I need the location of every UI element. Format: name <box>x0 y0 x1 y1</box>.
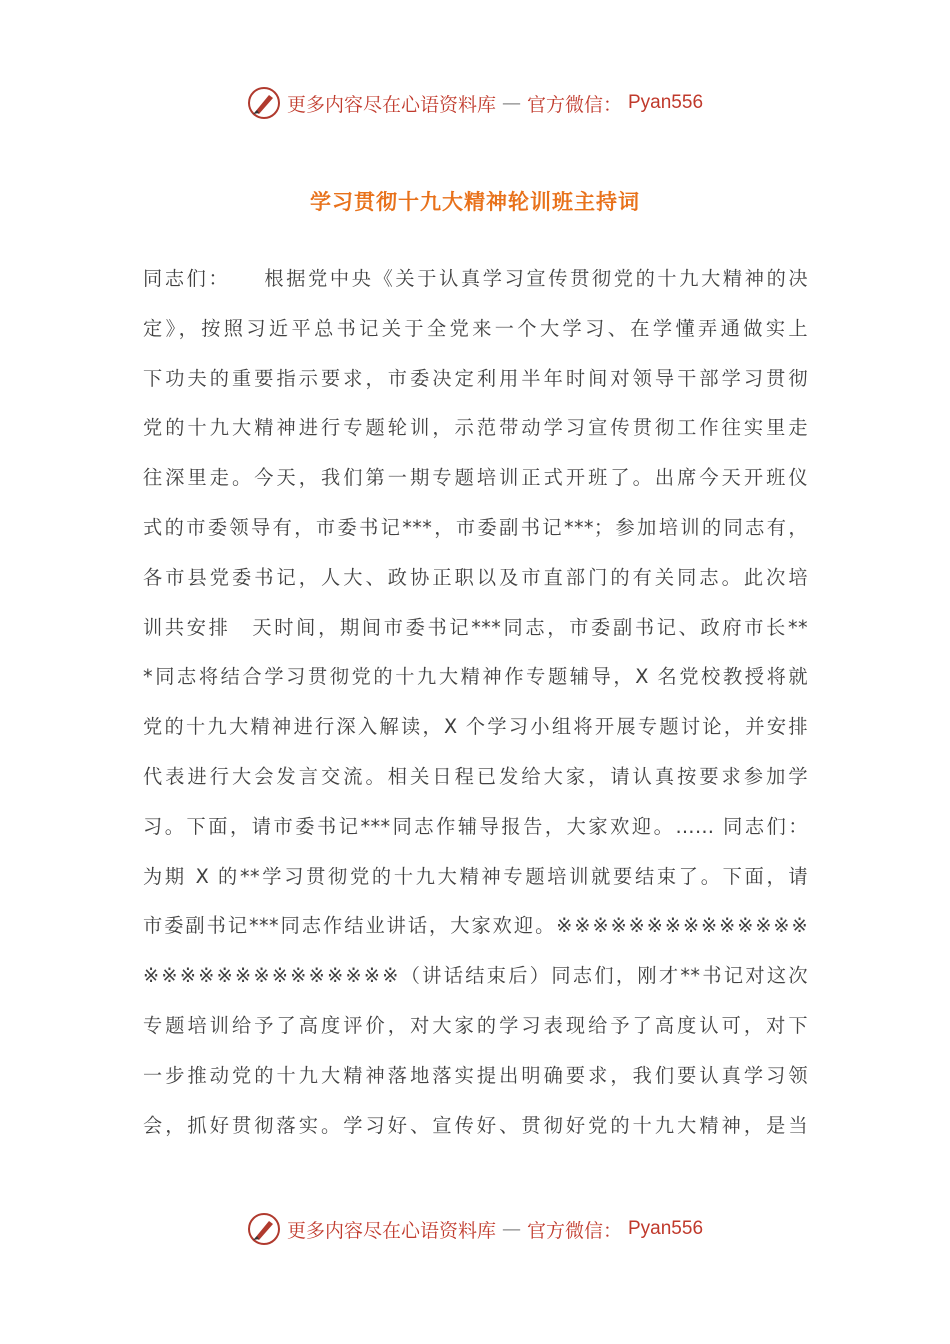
banner-text: 更多内容尽在心语资料库 <box>286 1219 496 1242</box>
body-line: ※※※※※※※※※※※※※※（讲话结束后）同志们，刚才**书记对这次 <box>143 964 808 988</box>
banner-wechat-handle: Pyan556 <box>628 1218 704 1239</box>
body-line: 定》，按照习近平总书记关于全党来一个大学习、在学懂弄通做实上 <box>143 316 808 340</box>
banner-separator: — <box>501 1218 521 1240</box>
banner-separator: — <box>501 92 521 114</box>
pen-quill-logo-icon <box>247 1212 281 1246</box>
body-line: 党的十九大精神进行深入解读，X 个学习小组将开展专题讨论，并安排 <box>143 715 808 739</box>
body-line: *同志将结合学习贯彻党的十九大精神作专题辅导，X 名党校教授将就 <box>143 665 808 689</box>
body-line: 市委副书记***同志作结业讲话，大家欢迎。※※※※※※※※※※※※※※ <box>143 914 808 938</box>
document-title: 学习贯彻十九大精神轮训班主持词 <box>310 190 640 214</box>
body-line: 下功夫的重要指示要求，市委决定利用半年时间对领导干部学习贯彻 <box>143 366 808 390</box>
body-line: 一步推动党的十九大精神落地落实提出明确要求，我们要认真学习领 <box>143 1063 808 1087</box>
body-line: 同志们： 根据党中央《关于认真学习宣传贯彻党的十九大精神的决 <box>143 267 808 290</box>
footer-banner <box>0 1212 950 1246</box>
pen-quill-logo-icon <box>247 86 281 120</box>
header-banner <box>0 86 950 120</box>
document-body <box>143 262 808 1158</box>
body-line: 党的十九大精神进行专题轮训，示范带动学习宣传贯彻工作往实里走 <box>143 416 808 440</box>
body-line: 训共安排 天时间，期间市委书记***同志，市委副书记、政府市长** <box>143 615 808 639</box>
banner-suffix: 官方微信： <box>526 93 622 116</box>
banner-wechat-handle: Pyan556 <box>628 92 704 113</box>
body-line: 式的市委领导有，市委书记***，市委副书记***；参加培训的同志有， <box>143 515 808 539</box>
body-line: 会，抓好贯彻落实。学习好、宣传好、贯彻好党的十九大精神，是当 <box>143 1113 808 1137</box>
body-line: 专题培训给予了高度评价，对大家的学习表现给予了高度认可，对下 <box>143 1013 808 1037</box>
body-line: 习。下面，请市委书记***同志作辅导报告，大家欢迎。…… 同志们： <box>143 814 808 838</box>
banner-text: 更多内容尽在心语资料库 <box>286 93 496 116</box>
banner-suffix: 官方微信： <box>526 1219 622 1242</box>
body-line: 代表进行大会发言交流。相关日程已发给大家，请认真按要求参加学 <box>143 764 808 788</box>
body-line: 为期 X 的**学习贯彻党的十九大精神专题培训就要结束了。下面，请 <box>143 864 808 888</box>
body-line: 往深里走。今天，我们第一期专题培训正式开班了。出席今天开班仪 <box>143 466 808 490</box>
body-line: 各市县党委书记，人大、政协正职以及市直部门的有关同志。此次培 <box>143 565 808 589</box>
